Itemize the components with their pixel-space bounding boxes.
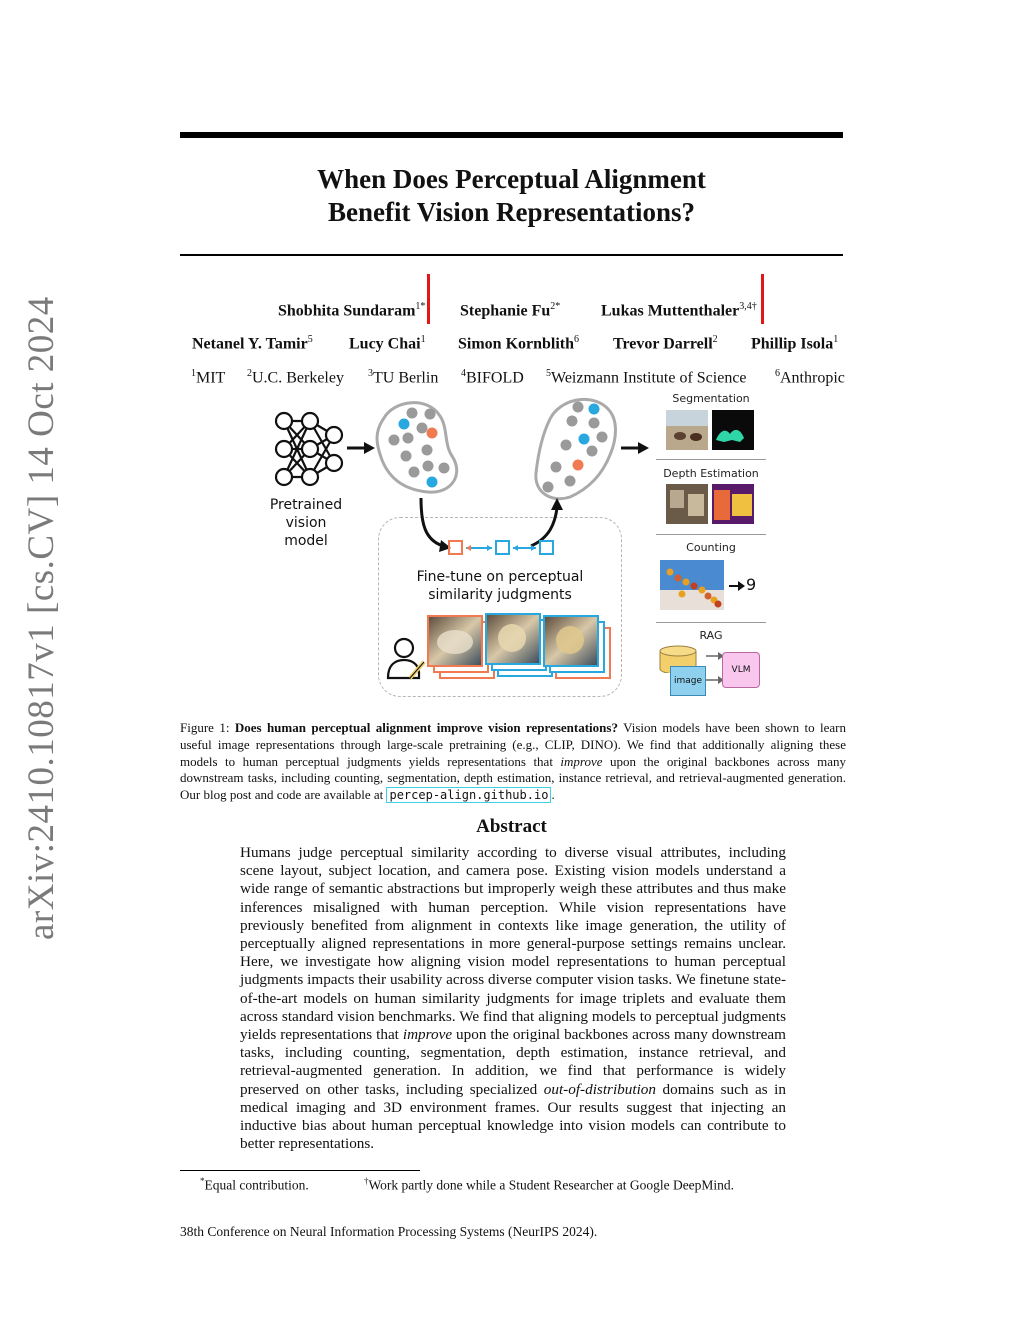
paper-title [180, 163, 843, 229]
affiliation-mit: $^1$MIT [191, 368, 226, 387]
author-fu: Stephanie $Fu^{2*}$ [460, 301, 561, 320]
counting-image [660, 560, 726, 612]
abstract-body: Humans judge perceptual similarity according to diverse visual attributes, including scene layout, subject location, and camera pose. Existing vision models understand a wide range of semantic abstractions but improperly weigh these attributes and thus make inferences misaligned with human perception. While vision representations have previously benefited from alignment in contexts like image generation, the utility of perceptually aligned representations in more general-purpose settings remains unclear. Here, we investigate how aligning vision model representations to human perceptual judgments impacts their usability across diverse computer vision tasks. We finetune state-of-the-art models on human similarity judgments for image triplets and evaluate them across standard vision benchmarks. We find that aligning models to perceptual judgments yields representations that improve upon the original backbones across many downstream tasks, including counting, segmentation, depth estimation, instance retrieval, and retrieval-augmented generation. In addition, we find that performance is widely preserved on other tasks, including specialized out-of-distribution domains such as in medical imaging and 3D environment frames. Our results suggest that injecting an inductive bias about human perceptual knowledge into vision models can contribute to better representations. [240, 844, 786, 1153]
affiliation-tu-berlin: $^3$TU Berlin [368, 368, 439, 387]
author-chai: Lucy Chai$^1$ [349, 334, 426, 353]
pretrained-label: Pretrained vision model [269, 497, 343, 549]
annotator-icon [386, 636, 426, 682]
finetune-label: Fine-tune on perceptual similarity judgments [416, 569, 584, 603]
neural-network-icon [270, 405, 350, 493]
title-line-1: When Does Perceptual Alignment [317, 164, 706, 194]
title-top-rule [180, 132, 843, 138]
abstract-heading: Abstract [476, 816, 547, 837]
task-counting-title: Counting [686, 541, 736, 554]
separator [656, 459, 766, 460]
author-tamir: Netanel Y. Tamir$^5$ [192, 334, 313, 353]
title-line-2: Benefit Vision Representations? [327, 197, 695, 227]
separator [656, 534, 766, 535]
footnote-equal: *Equal contribution. [200, 1176, 309, 1193]
footnote-rule [180, 1170, 420, 1171]
author-isola: Phillip Isola$^1$ [751, 334, 839, 353]
red-mark-right [761, 274, 764, 324]
project-link[interactable]: percep-align.github.io [386, 787, 551, 803]
separator [656, 622, 766, 623]
count-value: 9 [746, 575, 757, 594]
image-triplet-stacks [426, 612, 611, 684]
figure-caption: Figure 1: Does human perceptual alignment improve vision representations? Vision models have been shown to learn useful image representations through large-scale pretraining (e.g., CLIP, DINO). We find that additionally aligning these models to human perceptual judgments yields representations that improve upon the original backbones across many downstream tasks, including counting, segmentation, depth estimation, instance retrieval, and retrieval-augmented generation. Our blog post and code are available at percep-align.github.io . [180, 720, 847, 803]
rag-image-box: image [670, 666, 706, 696]
venue-line: 38th Conference on Neural Information Processing Systems (NeurIPS 2024). [180, 1224, 598, 1239]
affiliation-weizmann: $^5$Weizmann Institute of Science [546, 368, 747, 387]
rag-vlm-box: VLM [722, 652, 760, 688]
author-kornblith: Simon Kornblith$^6$ [458, 334, 580, 353]
author-sundaram: Shobhita Sundaram$^{1*}$ [278, 301, 426, 320]
title-bottom-rule [180, 254, 843, 256]
task-rag-title: RAG [699, 629, 723, 642]
segmentation-images [666, 410, 756, 452]
embedding-space-after [530, 393, 620, 503]
counting-arrow [728, 579, 746, 593]
embedding-space-before [372, 398, 464, 496]
red-mark-left [427, 274, 430, 324]
triplet-squares [446, 538, 556, 558]
arxiv-identifier: arXiv:2410.10817v1 [cs.CV] 14 Oct 2024 [21, 296, 62, 940]
affiliation-anthropic: $^6$Anthropic [775, 368, 845, 387]
affiliation-berkeley: $^2$U.C. Berkeley [247, 368, 344, 387]
task-segmentation-title: Segmentation [672, 392, 750, 405]
footnote-dagger: †Work partly done while a Student Researcher at Google DeepMind. [364, 1176, 735, 1193]
author-darrell: Trevor Darrell$^2$ [613, 334, 718, 353]
affiliation-bifold: $^4$BIFOLD [461, 368, 524, 387]
arrow-to-tasks [620, 440, 650, 456]
depth-images [666, 484, 756, 526]
task-depth-title: Depth Estimation [663, 467, 759, 480]
author-muttenthaler: Lukas Muttenthaler$^{3,4\dagger}$ [601, 301, 757, 320]
